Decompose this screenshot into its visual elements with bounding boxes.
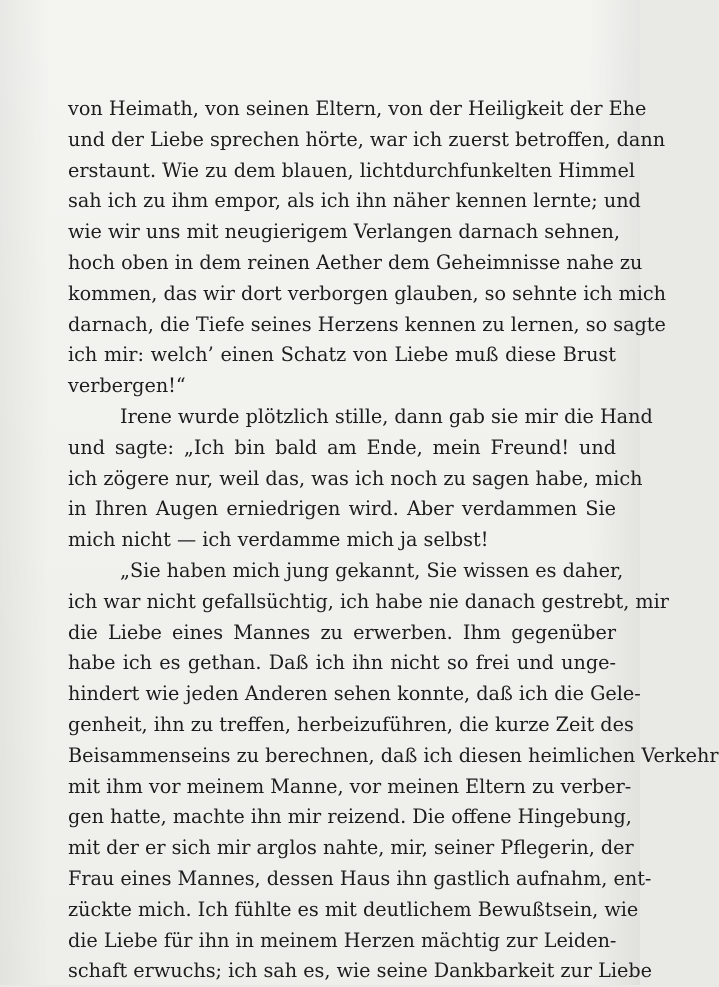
text-line: Beisammenseins zu berechnen, daß ich diesen heimlichen Verkehr bbox=[68, 743, 719, 767]
text-line: kommen, das wir dort verborgen glauben, so sehnte ich mich bbox=[68, 281, 667, 305]
text-line: habe ich es gethan. Daß ich ihn nicht so frei und unge- bbox=[68, 651, 616, 675]
text-line: Frau eines Mannes, dessen Haus ihn gastlich aufnahm, ent- bbox=[68, 866, 652, 890]
text-line: die Liebe für ihn in meinem Herzen mächtig zur Leiden- bbox=[68, 928, 617, 952]
text-line: genheit, ihn zu treffen, herbeizuführen, die kurze Zeit des bbox=[68, 712, 634, 736]
text-line: Irene wurde plötzlich stille, dann gab sie mir die Hand bbox=[120, 404, 653, 428]
text-line: in Ihren Augen erniedrigen wird. Aber verdammen Sie bbox=[68, 497, 616, 521]
text-line: ich mir: welch’ einen Schatz von Liebe muß diese Brust bbox=[68, 343, 616, 367]
text-line: ich war nicht gefallsüchtig, ich habe nie danach gestrebt, mir bbox=[68, 589, 669, 613]
text-line: schaft erwuchs; ich sah es, wie seine Dankbarkeit zur Liebe bbox=[68, 959, 653, 983]
text-line: von Heimath, von seinen Eltern, von der Heiligkeit der Ehe bbox=[68, 97, 647, 120]
text-line: mit ihm vor meinem Manne, vor meinen Eltern zu verber- bbox=[68, 774, 632, 798]
text-line: und sagte: „Ich bin bald am Ende, mein Freund! und bbox=[68, 435, 616, 459]
text-line: und der Liebe sprechen hörte, war ich zuerst betroffen, dann bbox=[68, 127, 666, 151]
body-text bbox=[68, 94, 719, 987]
text-line: sah ich zu ihm empor, als ich ihn näher kennen lernte; und bbox=[68, 189, 641, 213]
text-line: „Sie haben mich jung gekannt, Sie wissen es daher, bbox=[120, 558, 624, 582]
text-line: ich zögere nur, weil das, was ich noch zu sagen habe, mich bbox=[68, 466, 643, 490]
text-line: hindert wie jeden Anderen sehen konnte, daß ich die Gele- bbox=[68, 682, 641, 706]
text-line: mit der er sich mir arglos nahte, mir, seiner Pflegerin, der bbox=[68, 836, 634, 860]
text-line: wie wir uns mit neugierigem Verlangen darnach sehnen, bbox=[68, 220, 621, 244]
text-line: verbergen!“ bbox=[68, 374, 186, 398]
text-line: darnach, die Tiefe seines Herzens kennen zu lernen, so sagte bbox=[68, 312, 666, 336]
text-line: mich nicht — ich verdamme mich ja selbst! bbox=[68, 528, 489, 552]
text-line: hoch oben in dem reinen Aether dem Geheimnisse nahe zu bbox=[68, 250, 643, 274]
text-line: zückte mich. Ich fühlte es mit deutlichem Bewußtsein, wie bbox=[68, 897, 639, 921]
text-line: erstaunt. Wie zu dem blauen, lichtdurchfunkelten Himmel bbox=[68, 158, 635, 182]
text-line: gen hatte, machte ihn mir reizend. Die offene Hingebung, bbox=[68, 805, 632, 829]
text-line: die Liebe eines Mannes zu erwerben. Ihm gegenüber bbox=[68, 620, 616, 644]
